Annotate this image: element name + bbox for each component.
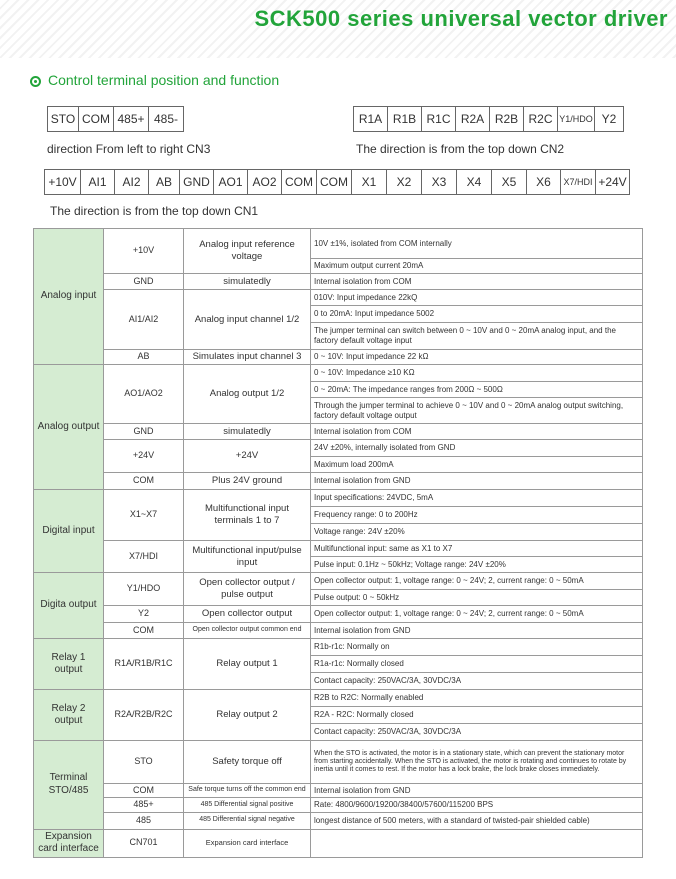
terminal-name-cell: COM [104, 473, 184, 490]
table-row [34, 350, 643, 365]
description-cell: longest distance of 500 meters, with a standard of twisted-pair shielded cable) [311, 812, 643, 829]
terminal-cell: R1C [422, 107, 456, 131]
terminal-name-cell: Y1/HDO [104, 573, 184, 606]
description-cell: 0 to 20mA: Input impedance 5002 [311, 306, 643, 323]
terminal-name-cell: X1~X7 [104, 490, 184, 541]
table-row [34, 229, 643, 259]
table-row [34, 812, 643, 829]
terminal-name-cell: AI1/AI2 [104, 290, 184, 350]
description-cell: 10V ±1%, isolated from COM internally [311, 229, 643, 259]
description-cell: Maximum output current 20mA [311, 259, 643, 274]
terminal-cell: X3 [422, 170, 457, 194]
description-cell: 24V ±20%, internally isolated from GND [311, 440, 643, 457]
description-cell: R2A - R2C: Normally closed [311, 707, 643, 724]
description-cell: 010V: Input impedance 22kQ [311, 290, 643, 306]
description-cell: Input specifications: 24VDC, 5mA [311, 490, 643, 507]
cn2-direction: The direction is from the top down CN2 [356, 142, 565, 156]
description-cell: Internal isolation from GND [311, 784, 643, 798]
cn3-terminal-strip [47, 106, 184, 132]
terminal-cell: GND [180, 170, 214, 194]
function-cell: +24V [184, 440, 311, 473]
function-cell: Relay output 2 [184, 690, 311, 741]
description-cell: 0 ~ 10V: Impedance ≥10 KΩ [311, 365, 643, 382]
terminal-name-cell: R1A/R1B/R1C [104, 639, 184, 690]
description-cell: Rate: 4800/9600/19200/38400/57600/115200 BPS [311, 798, 643, 812]
category-cell: Terminal STO/485 [34, 741, 104, 830]
function-cell: Open collector output common end [184, 623, 311, 639]
terminal-cell: COM [79, 107, 114, 131]
terminal-name-cell: X7/HDI [104, 541, 184, 573]
terminal-cell: X2 [387, 170, 422, 194]
table-row [34, 690, 643, 707]
table-row [34, 623, 643, 639]
terminal-cell: AI1 [81, 170, 115, 194]
table-row [34, 365, 643, 382]
function-cell: Open collector output / pulse output [184, 573, 311, 606]
table-row [34, 290, 643, 306]
table-row [34, 606, 643, 623]
terminal-name-cell: R2A/R2B/R2C [104, 690, 184, 741]
function-cell: 485 Differential signal positive [184, 798, 311, 812]
table-row [34, 424, 643, 440]
category-cell: Analog input [34, 229, 104, 365]
terminal-cell: X4 [457, 170, 492, 194]
table-row [34, 541, 643, 557]
cn3-direction: direction From left to right CN3 [47, 142, 211, 156]
category-cell: Relay 2 output [34, 690, 104, 741]
function-cell: 485 Differential signal negative [184, 812, 311, 829]
description-cell: Maximum load 200mA [311, 457, 643, 473]
terminal-cell: 485- [153, 112, 179, 126]
function-cell: Safety torque off [184, 741, 311, 784]
function-cell: Analog input reference voltage [184, 229, 311, 274]
cn1-terminal-strip [44, 169, 630, 195]
description-cell: When the STO is activated, the motor is in a stationary state, which can prevent the stationary motor from starting accidentally. When the STO is activated, the motor is rotating and continues to rotate by inertia until it comes to rest. If the motor has a lock brake, the lock brake closes immediately. [311, 741, 643, 784]
function-cell: Safe torque turns off the common end [184, 784, 311, 798]
terminal-cell: R2B [490, 107, 524, 131]
function-cell: Multifunctional input terminals 1 to 7 [184, 490, 311, 541]
category-cell: Relay 1 output [34, 639, 104, 690]
description-cell: Pulse output: 0 ~ 50kHz [311, 590, 643, 606]
description-cell: Open collector output: 1, voltage range: 0 ~ 24V; 2, current range: 0 ~ 50mA [311, 606, 643, 623]
category-cell: Expansion card interface [34, 829, 104, 857]
terminal-cell: +24V [598, 175, 627, 189]
terminal-cell: +10V [45, 170, 81, 194]
terminal-cell: Y1/HDO [558, 107, 595, 131]
terminal-cell: Y2 [601, 112, 617, 126]
terminal-cell: AO2 [248, 170, 282, 194]
table-row [34, 798, 643, 812]
table-row [34, 440, 643, 457]
terminal-cell: R2A [456, 107, 490, 131]
description-cell: Voltage range: 24V ±20% [311, 524, 643, 541]
terminal-name-cell: 485+ [104, 798, 184, 812]
page-title: SCK500 series universal vector driver [254, 6, 668, 31]
terminal-name-cell: COM [104, 623, 184, 639]
terminal-cell: X6 [527, 170, 561, 194]
section-title: Control terminal position and function [48, 72, 280, 88]
terminal-cell: R2C [524, 107, 558, 131]
description-cell: Contact capacity: 250VAC/3A, 30VDC/3A [311, 673, 643, 690]
terminal-cell: X1 [352, 170, 387, 194]
description-cell: Internal isolation from COM [311, 424, 643, 440]
table-row [34, 490, 643, 507]
terminal-name-cell: +10V [104, 229, 184, 274]
table-row [34, 473, 643, 490]
terminal-name-cell: AB [104, 350, 184, 365]
description-cell: Internal isolation from COM [311, 274, 643, 290]
description-cell: Pulse input: 0.1Hz ~ 50kHz; Voltage range: 24V ±20% [311, 557, 643, 573]
terminal-name-cell: Y2 [104, 606, 184, 623]
terminal-name-cell: AO1/AO2 [104, 365, 184, 424]
category-cell: Digita output [34, 573, 104, 639]
function-cell: Relay output 1 [184, 639, 311, 690]
terminal-cell: AI2 [115, 170, 149, 194]
description-cell: Frequency range: 0 to 200Hz [311, 507, 643, 524]
terminal-cell: 485+ [114, 107, 149, 131]
description-cell: 0 ~ 20mA: The impedance ranges from 200Ω ~ 500Ω [311, 382, 643, 398]
table-row [34, 573, 643, 590]
description-cell: 0 ~ 10V: Input impedance 22 kΩ [311, 350, 643, 365]
function-cell: Analog input channel 1/2 [184, 290, 311, 350]
description-cell: Internal isolation from GND [311, 623, 643, 639]
terminal-name-cell: STO [104, 741, 184, 784]
description-cell: R2B to R2C: Normally enabled [311, 690, 643, 707]
terminal-name-cell: GND [104, 424, 184, 440]
section-heading [30, 72, 279, 88]
description-cell: Multifunctional input: same as X1 to X7 [311, 541, 643, 557]
table-row [34, 784, 643, 798]
terminal-name-cell: 485 [104, 812, 184, 829]
bullet-circle-icon [30, 76, 41, 87]
description-cell: Open collector output: 1, voltage range: 0 ~ 24V; 2, current range: 0 ~ 50mA [311, 573, 643, 590]
category-cell: Analog output [34, 365, 104, 490]
description-cell: Contact capacity: 250VAC/3A, 30VDC/3A [311, 724, 643, 741]
cn1-direction: The direction is from the top down CN1 [50, 204, 259, 218]
description-cell: The jumper terminal can switch between 0 ~ 10V and 0 ~ 20mA analog input, and the factory default voltage input [311, 323, 643, 350]
terminal-cell: AO1 [214, 170, 248, 194]
table-row [34, 639, 643, 656]
function-cell: Expansion card interface [184, 829, 311, 857]
function-cell: simulatedly [184, 274, 311, 290]
terminal-cell: AB [149, 170, 180, 194]
function-cell: Plus 24V ground [184, 473, 311, 490]
description-cell: Internal isolation from GND [311, 473, 643, 490]
function-cell: Multifunctional input/pulse input [184, 541, 311, 573]
category-cell: Digital input [34, 490, 104, 573]
description-cell [311, 829, 643, 857]
table-row [34, 274, 643, 290]
terminal-cell: R1B [388, 107, 422, 131]
description-cell: Through the jumper terminal to achieve 0 ~ 10V and 0 ~ 20mA analog output switching, factory default voltage output [311, 398, 643, 424]
description-cell: R1a-r1c: Normally closed [311, 656, 643, 673]
function-cell: simulatedly [184, 424, 311, 440]
terminal-name-cell: COM [104, 784, 184, 798]
function-cell: Simulates input channel 3 [184, 350, 311, 365]
terminal-name-cell: CN701 [104, 829, 184, 857]
terminal-name-cell: GND [104, 274, 184, 290]
terminal-function-table [33, 228, 643, 858]
table-row [34, 829, 643, 857]
description-cell: R1b-r1c: Normally on [311, 639, 643, 656]
terminal-cell: COM [317, 170, 352, 194]
terminal-cell: COM [282, 170, 317, 194]
terminal-cell: R1A [354, 107, 388, 131]
function-cell: Analog output 1/2 [184, 365, 311, 424]
terminal-cell: STO [48, 107, 79, 131]
terminal-cell: X5 [492, 170, 527, 194]
terminal-name-cell: +24V [104, 440, 184, 473]
terminal-cell: X7/HDI [561, 170, 596, 194]
cn2-terminal-strip [353, 106, 624, 132]
table-row [34, 741, 643, 784]
function-cell: Open collector output [184, 606, 311, 623]
